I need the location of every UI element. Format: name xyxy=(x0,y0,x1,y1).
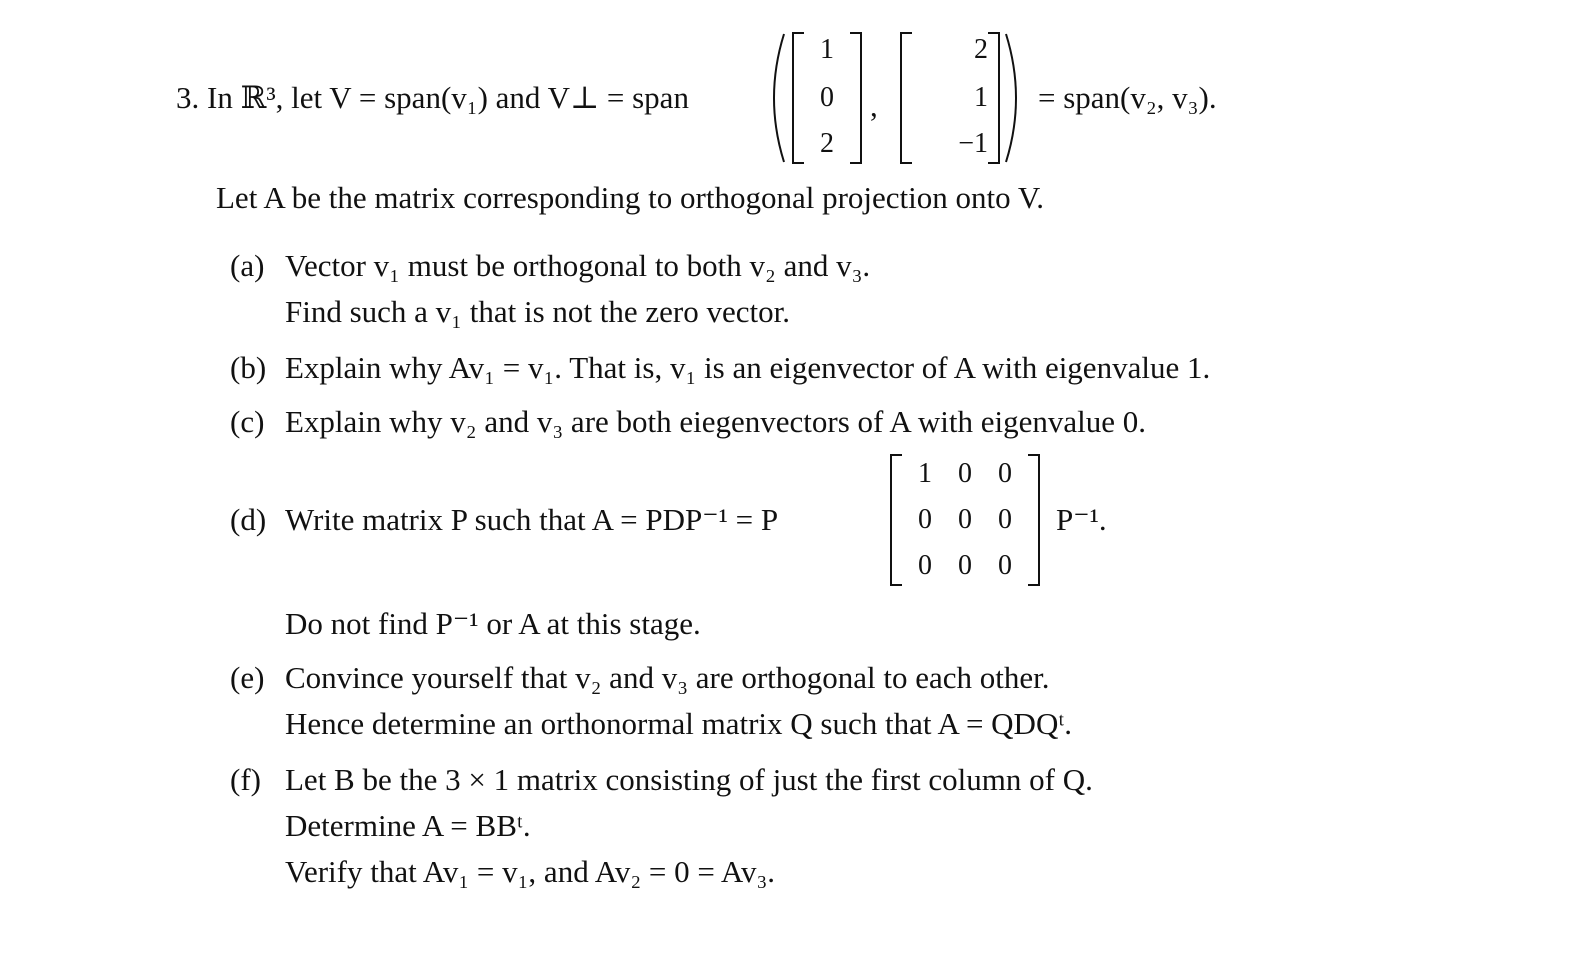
vector-entry: 0 xyxy=(820,82,834,113)
part-b-line1: Explain why Av₁ = v₁. That is, v₁ is an eigenvector of A with eigenvalue 1. xyxy=(285,350,1211,385)
left-paren xyxy=(760,30,790,166)
part-c-label: (c) xyxy=(230,404,265,439)
part-f-line3: Verify that Av₁ = v₁, and Av₂ = 0 = Av₃. xyxy=(285,854,776,889)
problem-definition: Let A be the matrix corresponding to orthogonal projection onto V. xyxy=(216,180,1044,215)
problem-statement xyxy=(176,80,689,116)
part-d-line1: Write matrix P such that A = PDP⁻¹ = P xyxy=(285,502,779,537)
diagonal-matrix-d xyxy=(890,454,1040,586)
problem-number: 3. xyxy=(176,80,200,115)
matrix-entry: 0 xyxy=(958,504,972,535)
part-a-line2: Find such a v₁ that is not the zero vector. xyxy=(285,294,790,329)
matrix-entry: 0 xyxy=(918,504,932,535)
part-f-label: (f) xyxy=(230,762,261,797)
matrix-entry: 0 xyxy=(998,550,1012,581)
part-d-line2: Do not find P⁻¹ or A at this stage. xyxy=(285,606,701,641)
vector-entry: 2 xyxy=(974,34,988,65)
part-a-line1: Vector v₁ must be orthogonal to both v₂ and v₃. xyxy=(285,248,871,283)
span-vector-1 xyxy=(792,32,862,164)
part-c-line1: Explain why v₂ and v₃ are both eiegenvectors of A with eigenvalue 0. xyxy=(285,404,1146,439)
matrix-entry: 0 xyxy=(958,550,972,581)
bracket-left xyxy=(792,32,804,164)
part-b-label: (b) xyxy=(230,350,267,385)
part-e-label: (e) xyxy=(230,660,265,695)
part-d-label: (d) xyxy=(230,502,267,537)
vector-separator: , xyxy=(870,88,878,123)
part-f-line1: Let B be the 3 × 1 matrix consisting of just the first column of Q. xyxy=(285,762,1093,797)
matrix-entry: 0 xyxy=(998,504,1012,535)
span-vector-2 xyxy=(900,32,1000,164)
matrix-entry: 0 xyxy=(958,458,972,489)
vector-entry: 2 xyxy=(820,128,834,159)
matrix-entry: 0 xyxy=(998,458,1012,489)
part-a-label: (a) xyxy=(230,248,265,283)
vector-entry: 1 xyxy=(974,82,988,113)
part-e-line1: Convince yourself that v₂ and v₃ are orthogonal to each other. xyxy=(285,660,1050,695)
matrix-entry: 1 xyxy=(918,458,932,489)
bracket-right xyxy=(850,32,862,164)
right-paren xyxy=(1000,30,1030,166)
vector-entry: 1 xyxy=(820,34,834,65)
problem-intro: In ℝ³, let V = span(v₁) and V⊥ = span xyxy=(207,80,689,115)
bracket-left xyxy=(890,454,902,586)
part-e-line2: Hence determine an orthonormal matrix Q such that A = QDQᵗ. xyxy=(285,706,1073,741)
problem-intro-after: = span(v₂, v₃). xyxy=(1038,80,1217,115)
bracket-right xyxy=(1028,454,1040,586)
matrix-entry: 0 xyxy=(918,550,932,581)
part-f-line2: Determine A = BBᵗ. xyxy=(285,808,531,843)
bracket-right xyxy=(988,32,1000,164)
part-d-after: P⁻¹. xyxy=(1056,502,1107,537)
bracket-left xyxy=(900,32,912,164)
vector-entry: −1 xyxy=(958,128,988,159)
